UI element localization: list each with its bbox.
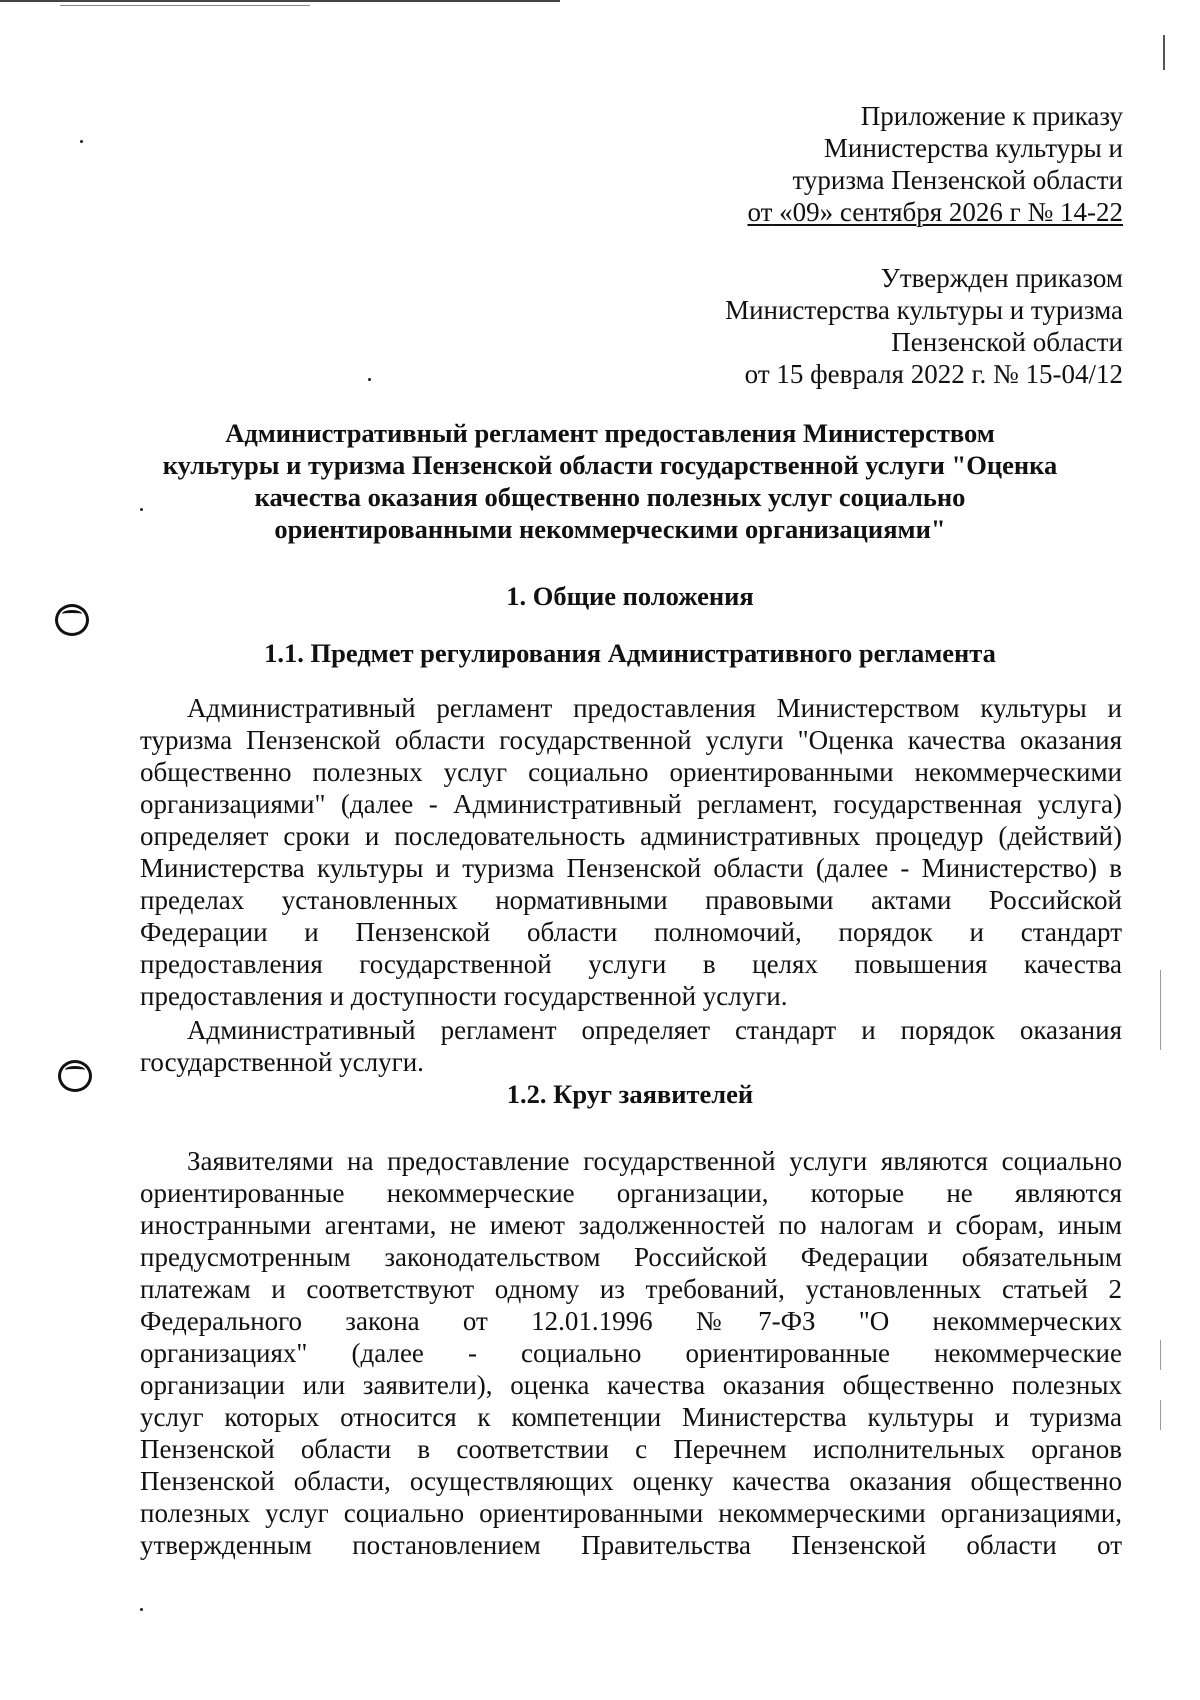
paragraph-line: Пензенской области, осуществляющих оценку качества оказания общественно <box>140 1466 1122 1496</box>
title-line: Административный регламент предоставления Министерством <box>225 418 995 448</box>
paragraph-line: предусмотренным законодательством Российской Федерации обязательным <box>140 1242 1122 1272</box>
title-line: культуры и туризма Пензенской области государственной услуги "Оценка <box>162 450 1058 480</box>
appendix-date: «09» сентября 2026 г № 14-22 <box>772 197 1123 227</box>
appendix-date-prefix: от <box>747 197 773 227</box>
paragraph-line: предоставления государственной услуги в целях повышения качества <box>140 949 1122 979</box>
approved-line: Министерства культуры и туризма <box>725 295 1123 325</box>
paragraph-line: услуг которых относится к компетенции Министерства культуры и туризма <box>140 1402 1122 1432</box>
paragraph-line: туризма Пензенской области государственной услуги "Оценка качества оказания <box>140 725 1122 755</box>
approved-line: Пензенской области <box>891 327 1123 357</box>
paragraph-line: Федерации и Пензенской области полномочий, порядок и стандарт <box>140 917 1122 947</box>
appendix-line: туризма Пензенской области <box>792 165 1123 195</box>
scan-edge-mark <box>1160 1400 1161 1430</box>
paragraph-line: государственной услуги. <box>140 1047 424 1077</box>
paragraph-line: иностранными агентами, не имеют задолженностей по налогам и сборам, иным <box>140 1210 1122 1240</box>
paragraph-line: платежам и соответствуют одному из требований, установленных статьей 2 <box>140 1274 1122 1304</box>
appendix-header <box>523 100 1123 228</box>
paragraph-line: Заявителями на предоставление государственной услуги являются социально <box>187 1146 1122 1176</box>
paragraph-line: пределах установленных нормативными правовыми актами Российской <box>140 885 1122 915</box>
section-heading: 1. Общие положения <box>506 581 754 611</box>
scan-edge-mark <box>1160 1340 1161 1370</box>
approved-line: от 15 февраля 2022 г. № 15-04/12 <box>744 359 1123 389</box>
appendix-line: Министерства культуры и <box>823 133 1123 163</box>
paragraph <box>140 1014 1122 1078</box>
scan-edge-line <box>0 0 560 2</box>
paragraph-line: Пензенской области в соответствии с Перечнем исполнительных органов <box>140 1434 1122 1464</box>
paragraph-line: организациях" (далее - социально ориентированные некоммерческие <box>140 1338 1122 1368</box>
paragraph-line: Административный регламент определяет стандарт и порядок оказания <box>187 1015 1122 1045</box>
approved-line: Утвержден приказом <box>880 263 1123 293</box>
paragraph-line: полезных услуг социально ориентированными некоммерческими организациями, <box>140 1498 1122 1528</box>
scan-speck <box>80 140 83 143</box>
paragraph-line: Административный регламент предоставления Министерством культуры и <box>187 693 1122 723</box>
subsection-heading: 1.1. Предмет регулирования Административного регламента <box>264 638 996 668</box>
paragraph <box>140 1145 1122 1561</box>
paragraph-line: организации или заявители), оценка качества оказания общественно полезных <box>140 1370 1122 1400</box>
paragraph-line: Министерства культуры и туризма Пензенской области (далее - Министерство) в <box>140 853 1122 883</box>
paragraph-line: предоставления и доступности государственной услуги. <box>140 981 788 1011</box>
paragraph-line: утвержденным постановлением Правительства Пензенской области от <box>140 1530 1122 1560</box>
scan-edge-mark <box>1163 35 1165 70</box>
appendix-date-line <box>523 196 1123 228</box>
subsection-heading: 1.2. Круг заявителей <box>506 1079 754 1109</box>
paragraph-line: общественно полезных услуг социально ориентированными некоммерческими <box>140 757 1122 787</box>
paragraph-line: определяет сроки и последовательность административных процедур (действий) <box>140 821 1122 851</box>
punch-hole-icon <box>58 1060 92 1092</box>
title-line: качества оказания общественно полезных услуг социально <box>254 482 966 512</box>
scan-speck <box>140 1608 143 1611</box>
paragraph <box>140 692 1122 1012</box>
paragraph-line: организациями" (далее - Административный регламент, государственная услуга) <box>140 789 1122 819</box>
scan-speck <box>368 378 371 381</box>
title-line: ориентированными некоммерческими организациями" <box>274 514 946 544</box>
appendix-line: Приложение к приказу <box>860 101 1123 131</box>
scan-edge-line <box>60 5 310 6</box>
approved-header <box>523 262 1123 390</box>
punch-hole-icon <box>55 604 89 636</box>
document-title <box>130 417 1090 545</box>
scan-edge-mark <box>1160 970 1161 1050</box>
paragraph-line: ориентированные некоммерческие организации, которые не являются <box>140 1178 1122 1208</box>
paragraph-line: Федерального закона от 12.01.1996 №7-ФЗ "О некоммерческих <box>140 1306 1122 1336</box>
